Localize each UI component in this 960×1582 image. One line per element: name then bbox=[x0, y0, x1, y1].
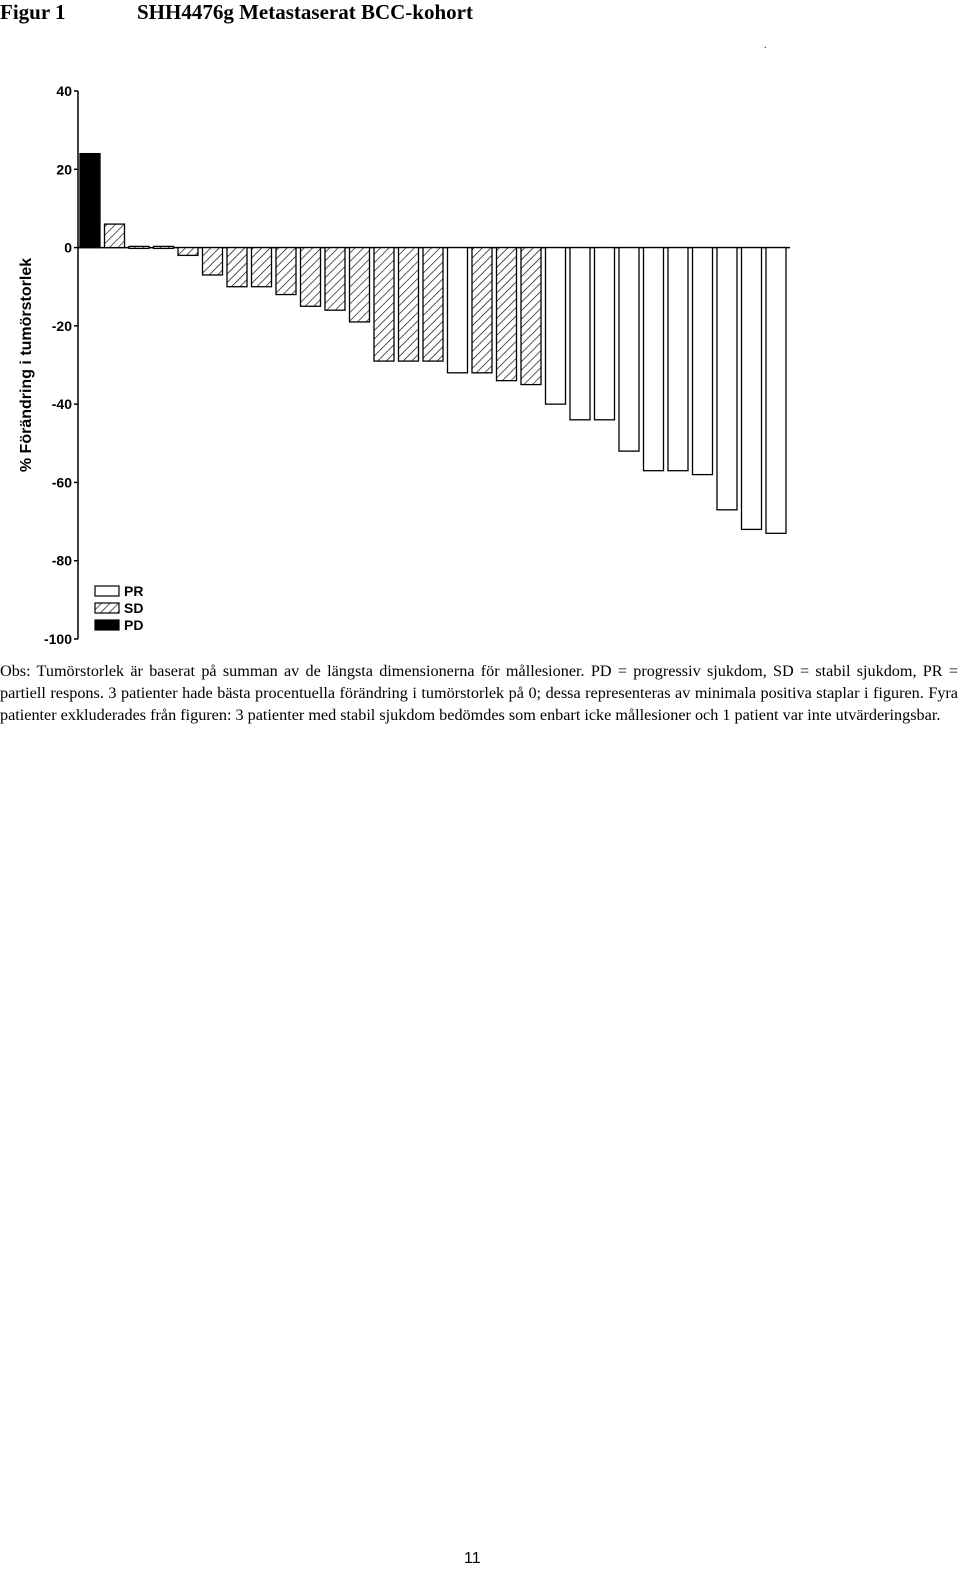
y-tick-label: 40 bbox=[56, 83, 72, 99]
bar-sd bbox=[276, 248, 296, 295]
bar-pr bbox=[619, 248, 639, 452]
legend-swatch-pr bbox=[95, 586, 119, 596]
bars-group bbox=[80, 154, 786, 534]
bar-pr bbox=[766, 248, 786, 534]
bar-pr bbox=[717, 248, 737, 510]
y-axis-label: % Förändring i tumörstorlek bbox=[18, 257, 35, 473]
figure-title: SHH4476g Metastaserat BCC-kohort bbox=[137, 0, 473, 24]
figure-label: Figur 1 bbox=[0, 0, 66, 24]
y-tick-label: -20 bbox=[51, 317, 72, 334]
legend-label-sd: SD bbox=[124, 600, 144, 616]
page-number: 11 bbox=[464, 1550, 481, 1567]
legend-swatch-sd bbox=[95, 603, 119, 613]
bar-pr bbox=[668, 248, 688, 471]
bar-pr bbox=[742, 248, 762, 530]
legend-label-pr: PR bbox=[124, 583, 144, 599]
bar-pr bbox=[693, 248, 713, 475]
bar-pr bbox=[570, 248, 590, 420]
bar-sd bbox=[301, 248, 321, 307]
bar-sd bbox=[521, 248, 541, 385]
stray-mark: . bbox=[764, 40, 767, 51]
bar-sd bbox=[497, 248, 517, 381]
bar-sd bbox=[252, 248, 272, 287]
legend-label-pd: PD bbox=[124, 617, 144, 633]
bar-sd bbox=[374, 248, 394, 362]
bar-sd bbox=[203, 248, 223, 275]
y-tick-label: -60 bbox=[51, 474, 72, 491]
bar-sd bbox=[129, 246, 149, 248]
bar-sd bbox=[178, 248, 198, 256]
bar-pr bbox=[595, 248, 615, 420]
y-tick-label: 20 bbox=[56, 161, 72, 178]
y-tick-label: -40 bbox=[51, 396, 72, 413]
bar-pd bbox=[80, 154, 100, 248]
y-tick-label: -80 bbox=[51, 552, 72, 569]
bar-pr bbox=[644, 248, 664, 471]
bar-sd bbox=[154, 246, 174, 248]
bar-sd bbox=[472, 248, 492, 373]
bar-sd bbox=[325, 248, 345, 311]
bar-sd bbox=[105, 224, 125, 247]
bar-pr bbox=[546, 248, 566, 405]
waterfall-chart bbox=[0, 60, 960, 660]
bar-sd bbox=[350, 248, 370, 322]
y-axis-ticks bbox=[44, 83, 78, 647]
bar-sd bbox=[399, 248, 419, 362]
y-tick-label: -100 bbox=[43, 631, 72, 647]
legend-swatch-pd bbox=[95, 620, 119, 630]
legend bbox=[95, 583, 143, 633]
y-tick-label: 0 bbox=[64, 239, 72, 256]
bar-sd bbox=[227, 248, 247, 287]
bar-sd bbox=[423, 248, 443, 362]
figure-note: Obs: Tumörstorlek är baserat på summan av de längsta dimensionerna för mållesioner. PD = progressiv sjukdom, SD = stabil sjukdom, PR = partiell respons. 3 patienter hade bästa procentuella förändring i tumörstorlek på 0; dessa representeras av minimala positiva staplar i figuren. Fyra patienter exkluderades från figuren: 3 patienter med stabil sjukdom bedömdes som enbart icke mållesioner och 1 patient var inte utvärderingsbar. bbox=[0, 662, 958, 724]
bar-pr bbox=[448, 248, 468, 373]
